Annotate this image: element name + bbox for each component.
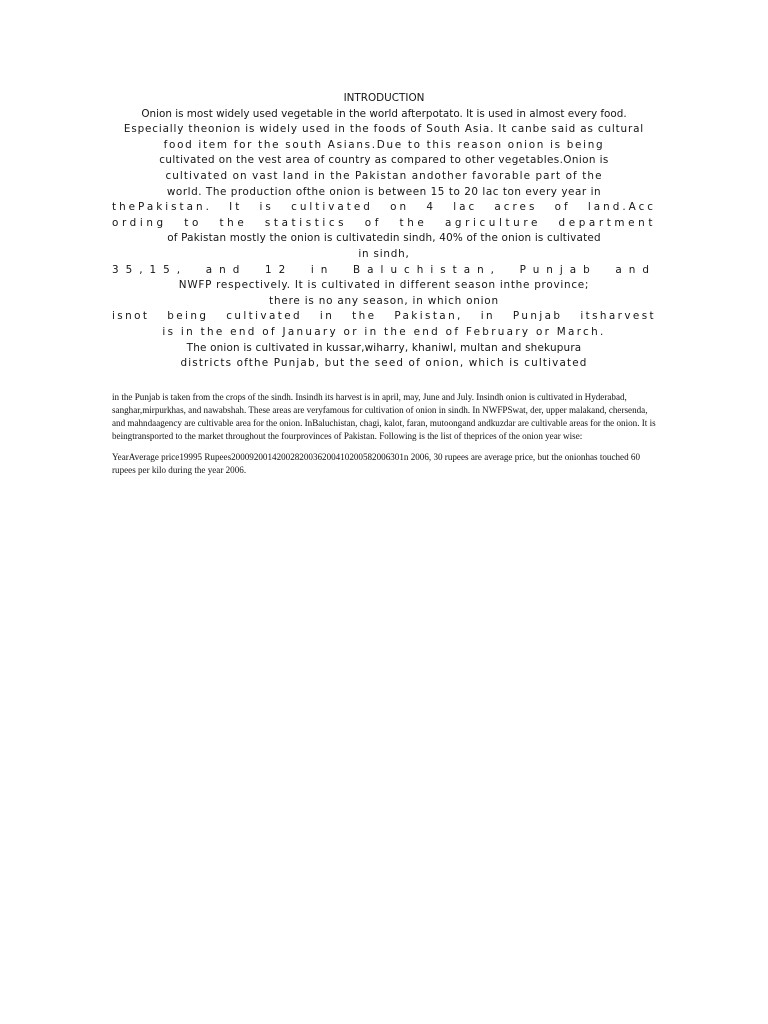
body-section (112, 391, 656, 484)
intro-line: ording to the statistics of the agriculture department (112, 216, 656, 229)
intro-line: Onion is most widely used vegetable in the world afterpotato. It is used in almost every food. (141, 107, 627, 120)
intro-line: there is no any season, in which onion (269, 294, 499, 307)
intro-line: is in the end of January or in the end of February or March. (162, 325, 606, 338)
intro-line: world. The production ofthe onion is between 15 to 20 lac ton every year in (166, 185, 602, 198)
introduction-section (112, 91, 656, 372)
intro-line: isnot being cultivated in the Pakistan, in Punjab itsharvest (112, 310, 656, 323)
intro-line: NWFP respectively. It is cultivated in different season inthe province; (178, 279, 590, 292)
intro-line: Especially theonion is widely used in the foods of South Asia. It canbe said as cultural (123, 123, 645, 136)
introduction-heading: INTRODUCTION (343, 92, 425, 104)
intro-line: cultivated on the vest area of country as compared to other vegetables.Onion is (159, 154, 609, 167)
price-paragraph: YearAverage price19995 Rupees20009200142002820036200410200582006301n 2006, 30 rupees are average price, but the onionhas touched 60 rupees per kilo during the year 2006. (112, 451, 640, 475)
intro-line: cultivated on vast land in the Pakistan andother favorable part of the (165, 169, 603, 182)
intro-line: 35,15, and 12 in Baluchistan, Punjab and (112, 263, 656, 276)
intro-line: districts ofthe Punjab, but the seed of onion, which is cultivated (180, 357, 588, 370)
intro-line: food item for the south Asians.Due to this reason onion is being (163, 138, 605, 151)
intro-line: thePakistan. It is cultivated on 4 lac acres of land.Acc (112, 201, 656, 214)
intro-line: of Pakistan mostly the onion is cultivatedin sindh, 40% of the onion is cultivated (167, 232, 601, 245)
intro-line: The onion is cultivated in kussar,wiharry, khaniwl, multan and shekupura (186, 341, 582, 354)
intro-line: in sindh, (358, 247, 410, 260)
body-paragraph: in the Punjab is taken from the crops of the sindh. Insindh its harvest is in april, may, June and July. Insindh onion is cultivated in Hyderabad, sanghar,mirpurkhas, and nawabshah. These areas are veryfamous for cultivation of onion in sindh. In NWFPSwat, der, upper malakand, chersenda, and mahndaagency are cultivable area for the onion. InBaluchistan, chagi, kalot, faran, mutoongand andkuzdar are cultivable areas for the onion. It is beingtransported to the market throughout the fourprovinces of Pakistan. Following is the list of theprices of the onion year wise: (112, 392, 656, 441)
